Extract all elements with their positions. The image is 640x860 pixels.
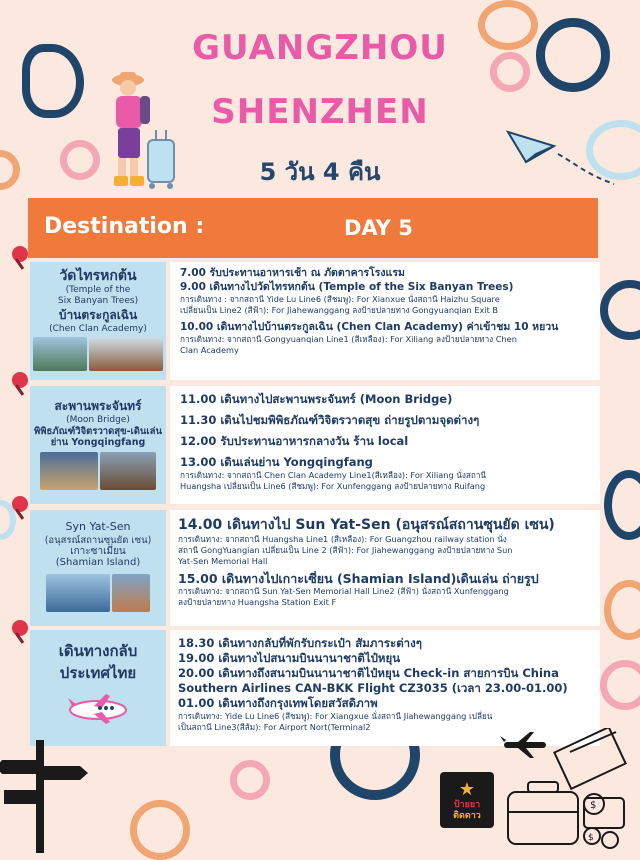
yongqingfang-photo <box>100 452 156 490</box>
place-subtitle: พิพิธภัณฑ์วิจิตรวาดสุข-เดินเล่น <box>33 426 162 437</box>
schedule-detail: Yat-Sen Memorial Hall <box>178 556 268 566</box>
sun-yat-sen-photo <box>46 574 110 612</box>
place-subtitle: (Shamian Island) <box>55 557 141 568</box>
schedule-detail: การเดินทาง: จากสถานี Sun Yat-Sen Memorial Hall Line2 (สีฟ้า) นั่งสถานี Xunfenggang <box>178 586 509 596</box>
deco-ring <box>130 800 190 860</box>
schedule-detail: Clan Academy <box>180 345 239 355</box>
svg-text:$: $ <box>588 833 594 843</box>
pin-icon <box>12 496 28 512</box>
svg-text:$: $ <box>590 800 597 811</box>
schedule-line: 18.30 เดินทางกลับที่พักรับกระเป๋า สัมภาระต่างๆ <box>178 636 422 650</box>
logo-text: ป้ายยา <box>453 800 481 810</box>
place-title: Syn Yat-Sen <box>65 520 131 533</box>
schedule-detail: ลงป้ายปลายทาง Huangsha Station Exit F <box>178 597 337 607</box>
schedule-detail: เป็นสถานี Line3(สีส้ม): For Airport Nort(Terminal2 <box>178 722 371 732</box>
moon-bridge-photo <box>40 452 98 490</box>
airplane-icon <box>66 692 130 726</box>
schedule-line: 12.00 รับประทานอาหารกลางวัน ร้าน local <box>180 434 409 448</box>
luggage-ticket-icon <box>500 728 640 853</box>
subtitle: 5 วัน 4 คืน <box>259 158 381 186</box>
star-icon: ★ <box>458 779 476 800</box>
schedule-detail: การเดินทาง: จากสถานี Chen Clan Academy Line1(สีเหลือง): For Xiliang นั่งสถานี <box>180 470 487 480</box>
schedule-detail: สถานี GongYuangian เปลี่ยนเป็น Line 2 (สีฟ้า): For Jiahewanggang ลงป้ายปลายทาง Sun <box>178 545 513 555</box>
academy-photo <box>89 337 163 371</box>
schedule-line: 20.00 เดินทางถึงสนามบินนานาชาติไป๋หยุน Check-in สายการบิน China <box>178 666 559 680</box>
schedule-line: 9.00 เดินทางไปวัดไทรหกต้น (Temple of the Six Banyan Trees) <box>180 281 514 293</box>
place-subtitle: เกาะซาเมี่ยน <box>70 546 126 557</box>
schedule-line: 01.00 เดินทางถึงกรุงเทพโดยสวัสดิภาพ <box>178 696 378 710</box>
schedule-line: 11.00 เดินทางไปสะพานพระจันทร์ (Moon Bridge) <box>180 392 453 406</box>
deco-ring <box>604 580 640 640</box>
schedule-detail: เปลี่ยนเป็น Line2 (สีฟ้า): For Jiahewanggang ลงป้ายปลายทาง Gongyuanqian Exit B <box>180 305 499 315</box>
traveler-girl-icon <box>96 66 188 196</box>
shamian-photo <box>112 574 150 612</box>
deco-ring <box>600 280 640 340</box>
deco-ring <box>230 760 270 800</box>
place-title: สะพานพระจันทร์ <box>54 399 142 413</box>
signpost-icon <box>0 740 90 853</box>
schedule-detail: การเดินทาง: จากสถานี Gongyuanqian Line1 (สีเหลือง): For Xiliang ลงป้ายปลายทาง Chen <box>180 334 517 344</box>
schedule-line: 15.00 เดินทางไปเกาะเซี่ยน (Shamian Island)เดินเล่น ถ่ายรูป <box>178 571 539 586</box>
section-2-schedule <box>170 386 600 504</box>
place-subtitle: (Temple of the <box>65 285 131 295</box>
schedule-line: 14.00 เดินทางไป Sun Yat-Sen (อนุสรณ์สถานซุนยัด เซน) <box>178 517 555 533</box>
place-subtitle: (อนุสรณ์สถานซุนยัด เซน) <box>44 535 152 546</box>
schedule-detail: การเดินทาง : จากสถานี Yide Lu Line6 (สีชมพู): For Xianxue นั่งสถานี Haizhu Square <box>180 294 500 304</box>
place-title: ประเทศไทย <box>59 664 137 682</box>
schedule-line: 7.00 รับประทานอาหารเช้า ณ ภัตตาคารโรงแรม <box>180 267 405 279</box>
section-4-label <box>30 630 166 746</box>
section-1-label <box>30 262 166 380</box>
brand-logo <box>440 772 494 828</box>
schedule-detail: การเดินทาง: Yide Lu Line6 (สีชมพู): For Xiangxue นั่งสถานี Jiahewanggang เปลี่ยน <box>178 711 493 721</box>
title-line-1: GUANGZHOU <box>192 28 448 68</box>
schedule-line: 11.30 เดินไปชมพิพิธภัณฑ์วิจิตรวาดสุข ถ่ายรูปตามจุดต่างๆ <box>180 413 480 427</box>
schedule-line: Southern Airlines CAN-BKK Flight CZ3035 (เวลา 23.00-01.00) <box>178 681 568 695</box>
schedule-detail: การเดินทาง: จากสถานี Huangsha Line1 (สีเหลือง): For Guangzhou railway station นั่ง <box>178 534 507 544</box>
pin-icon <box>12 372 28 388</box>
day-label: DAY 5 <box>344 216 413 240</box>
place-subtitle: ย่าน Yongqingfang <box>50 437 146 448</box>
section-3-label <box>30 510 166 626</box>
schedule-line: 19.00 เดินทางไปสนามบินนานาชาติไป๋หยุน <box>178 651 401 665</box>
place-subtitle: (Chen Clan Academy) <box>49 324 147 334</box>
schedule-detail: Huangsha เปลี่ยนเป็น Line6 (สีชมพู): For Xunfenggang ลงป้ายปลายทาง Ruifang <box>180 481 486 491</box>
section-3-schedule <box>170 510 600 626</box>
logo-text: ติดดาว <box>453 811 481 821</box>
destination-label: Destination : <box>44 214 205 239</box>
place-subtitle: (Moon Bridge) <box>66 415 130 425</box>
temple-photo <box>33 337 87 371</box>
title-line-2: SHENZHEN <box>211 92 429 132</box>
section-1-schedule <box>170 262 600 380</box>
pin-icon <box>12 620 28 636</box>
place-title: บ้านตระกูลเฉิน <box>58 308 138 322</box>
place-title: วัดไทรหกต้น <box>59 268 137 284</box>
deco-ring <box>604 470 640 540</box>
pin-icon <box>12 246 28 262</box>
destination-bar <box>28 198 598 258</box>
section-2-label <box>30 386 166 504</box>
place-subtitle: Six Banyan Trees) <box>57 296 139 306</box>
place-title: เดินทางกลับ <box>58 642 138 660</box>
deco-ring <box>600 660 640 710</box>
paper-plane-icon <box>506 124 616 194</box>
schedule-line: 13.00 เดินเล่นย่าน Yongqingfang <box>180 455 373 469</box>
schedule-line: 10.00 เดินทางไปบ้านตระกูลเฉิน (Chen Clan Academy) ค่าเข้าชม 10 หยวน <box>180 321 559 333</box>
